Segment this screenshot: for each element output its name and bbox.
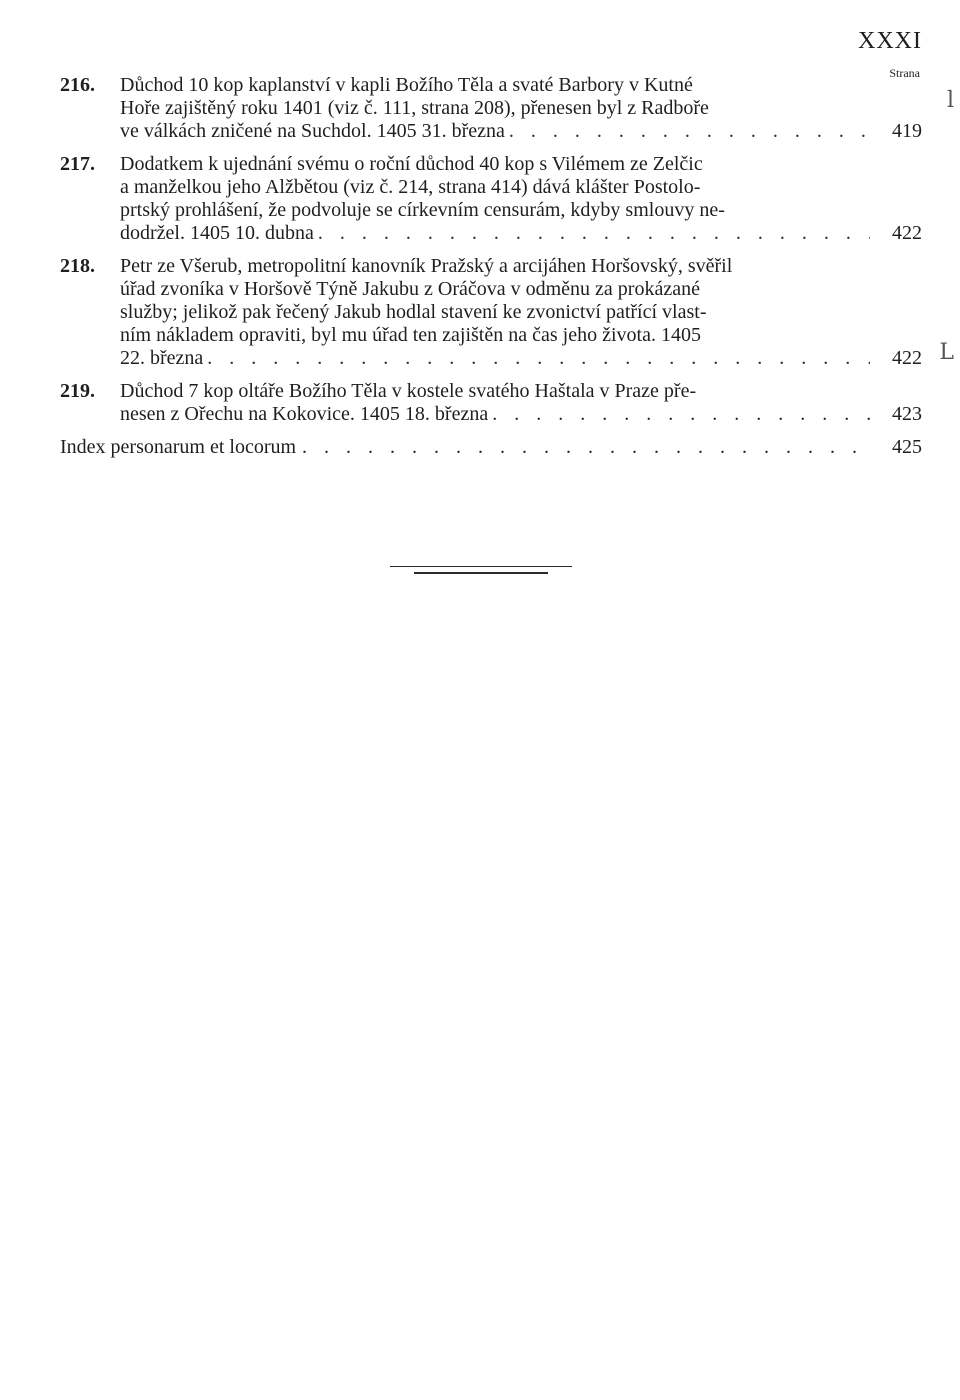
entry-line: Důchod 7 kop oltáře Božího Těla v kostele svatého Haštala v Praze pře- [120,380,697,402]
toc-entry-218 [60,255,922,370]
index-label: Index personarum et locorum [60,436,297,458]
entry-line: Důchod 10 kop kaplanství v kapli Božího Těla a svaté Barbory v Kutné [120,74,693,96]
closing-rule-double [414,572,548,574]
entry-page: 419 [892,120,922,142]
dot-leader [207,347,870,370]
entry-line: a manželkou jeho Alžbětou (viz č. 214, strana 414) dává klášter Postolo- [120,176,701,198]
entry-line: úřad zvoníka v Horšově Týně Jakubu z Oráčova v odměnu za prokázané [120,278,700,300]
dot-leader [492,403,870,426]
dot-leader [509,120,870,143]
toc-entry-216 [60,74,922,143]
entry-number: 217. [60,153,95,175]
entry-line: ním nákladem opraviti, byl mu úřad ten zajištěn na čas jeho života. 1405 [120,324,701,346]
entry-page: 422 [892,222,922,244]
entry-line: Dodatkem k ujednání svému o roční důchod 40 kop s Vilémem ze Zelčic [120,153,703,175]
dot-leader [302,436,870,459]
closing-rule [390,566,572,567]
toc-entry-219 [60,380,922,426]
entry-line: prtský prohlášení, že podvoluje se církevním censurám, kdyby smlouvy ne- [120,199,725,221]
entry-line: nesen z Ořechu na Kokovice. 1405 18. března . . . 423 [120,403,922,426]
entry-line: Hoře zajištěný roku 1401 (viz č. 111, strana 208), přenesen byl z Radboře [120,97,709,119]
toc-entry-index [60,436,922,459]
dot-leader [318,222,870,245]
entry-page: 423 [892,403,922,425]
margin-pencil-mark: L [939,340,954,365]
toc-entries [60,74,922,459]
toc-entry-217 [60,153,922,245]
page-number: XXXI [858,28,922,54]
entry-number: 218. [60,255,95,277]
margin-pencil-mark: l [946,88,954,113]
column-label: Strana [889,66,920,80]
entry-number: 216. [60,74,95,96]
entry-line: 22. března . . . 422 [120,347,922,370]
entry-number: 219. [60,380,95,402]
entry-line: dodržel. 1405 10. dubna . . . 422 [120,222,922,245]
entry-line: služby; jelikož pak řečený Jakub hodlal stavení ke zvonictví patřící vlast- [120,301,707,323]
entry-line: ve válkách zničené na Suchdol. 1405 31. března . . . 419 [120,120,922,143]
entry-page: 425 [892,436,922,458]
entry-page: 422 [892,347,922,369]
entry-line: Petr ze Všerub, metropolitní kanovník Pražský a arcijáhen Horšovský, svěřil [120,255,733,277]
